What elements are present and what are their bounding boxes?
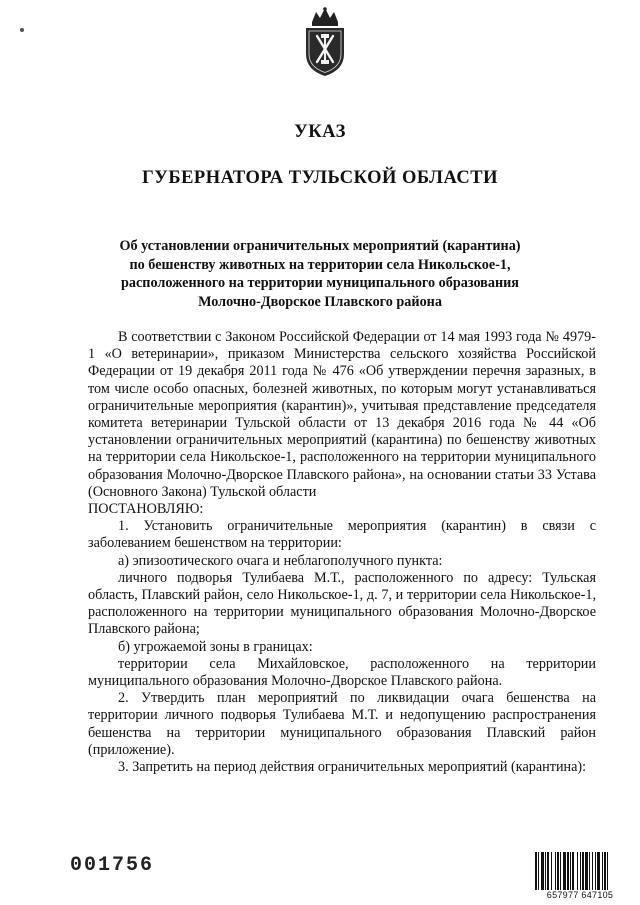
barcode-bar (577, 852, 578, 890)
barcode-number: 657977 647105 (546, 890, 614, 900)
decree-subject (100, 237, 540, 311)
barcode-bar (580, 852, 581, 890)
decree-body (88, 329, 596, 776)
barcode-bar (555, 852, 556, 890)
barcode (534, 852, 626, 890)
barcode-bar (551, 852, 552, 890)
barcode-bar (604, 852, 606, 890)
clause-1a-text: личного подворья Тулибаева М.Т., расположенного по адресу: Тульская область, Плавский район, село Никольское-1, д. 7, и территории села Никольское-1, расположенного на территории муниципального образования Молочно-Дворское Плавского района; (88, 569, 596, 638)
barcode-bar (535, 852, 537, 890)
clause-2: 2. Утвердить план мероприятий по ликвидации очага бешенства на территории личного подворья Тулибаева М.Т. и недопущению распространения бешенства на территории муниципального образования Плавский район (приложение). (88, 690, 596, 758)
subject-line: Молочно-Дворское Плавского района (198, 293, 442, 310)
barcode-bar (607, 852, 608, 890)
preamble-paragraph: В соответствии с Законом Российской Федерации от 14 мая 1993 года № 4979-1 «О ветеринарии», приказом Министерства сельского хозяйства Российской Федерации от 19 декабря 2011 года № 476 «Об утверждении перечня заразных, в том числе особо опасных, болезней животных, по которым могут устанавливаться ограничительные мероприятия (карантин)», учитывая представление председателя комитета ветеринарии Тульской области от 13 декабря 2016 года № 44 «Об установлении ограничительных мероприятий (карантина) по бешенству животных на территории села Никольское-1, расположенного на территории муниципального образования Молочно-Дворское Плавского района», на основании статьи 33 Устава (Основного Закона) Тульской области (88, 329, 596, 500)
barcode-bar (545, 852, 546, 890)
barcode-bar (585, 852, 588, 890)
scan-mark (20, 28, 24, 32)
barcode-bar (570, 852, 571, 890)
clause-1b-text: территории села Михайловское, расположенного на территории муниципального образования Молочно-Дворское Плавского района. (88, 655, 596, 690)
barcode-bar (567, 852, 569, 890)
barcode-bar (595, 852, 596, 890)
barcode-bar (538, 852, 539, 890)
barcode-bar (560, 852, 561, 890)
subject-line: Об установлении ограничительных мероприятий (карантина) (119, 238, 521, 254)
barcode-bar (572, 852, 574, 890)
subject-line: расположенного на территории муниципального образования (121, 275, 519, 291)
barcode-bar (602, 852, 603, 890)
barcode-bar (589, 852, 590, 890)
barcode-bar (557, 852, 559, 890)
subject-line: по бешенству животных на территории села Никольское-1, (129, 256, 511, 273)
barcode-bar (582, 852, 584, 890)
barcode-bar (597, 852, 600, 890)
registration-number: 001756 (70, 854, 155, 877)
decree-statement: ПОСТАНОВЛЯЮ: (88, 501, 204, 518)
clause-1b: б) угрожаемой зоны в границах: (118, 638, 313, 655)
barcode-bar (592, 852, 593, 890)
clause-1: 1. Установить ограничительные мероприятия (карантин) в связи с заболеванием бешенством на территории: (88, 518, 596, 552)
clause-3: 3. Запретить на период действия ограничительных мероприятий (карантина): (118, 759, 587, 776)
clause-1a: а) эпизоотического очага и неблагополучного пункта: (118, 552, 443, 569)
coat-of-arms-icon (298, 6, 352, 78)
barcode-bar (563, 852, 566, 890)
issuer-title: ГУБЕРНАТОРА ТУЛЬСКОЙ ОБЛАСТИ (142, 168, 498, 188)
document-title: УКАЗ (294, 122, 346, 142)
barcode-bar (547, 852, 549, 890)
barcode-bar (541, 852, 544, 890)
